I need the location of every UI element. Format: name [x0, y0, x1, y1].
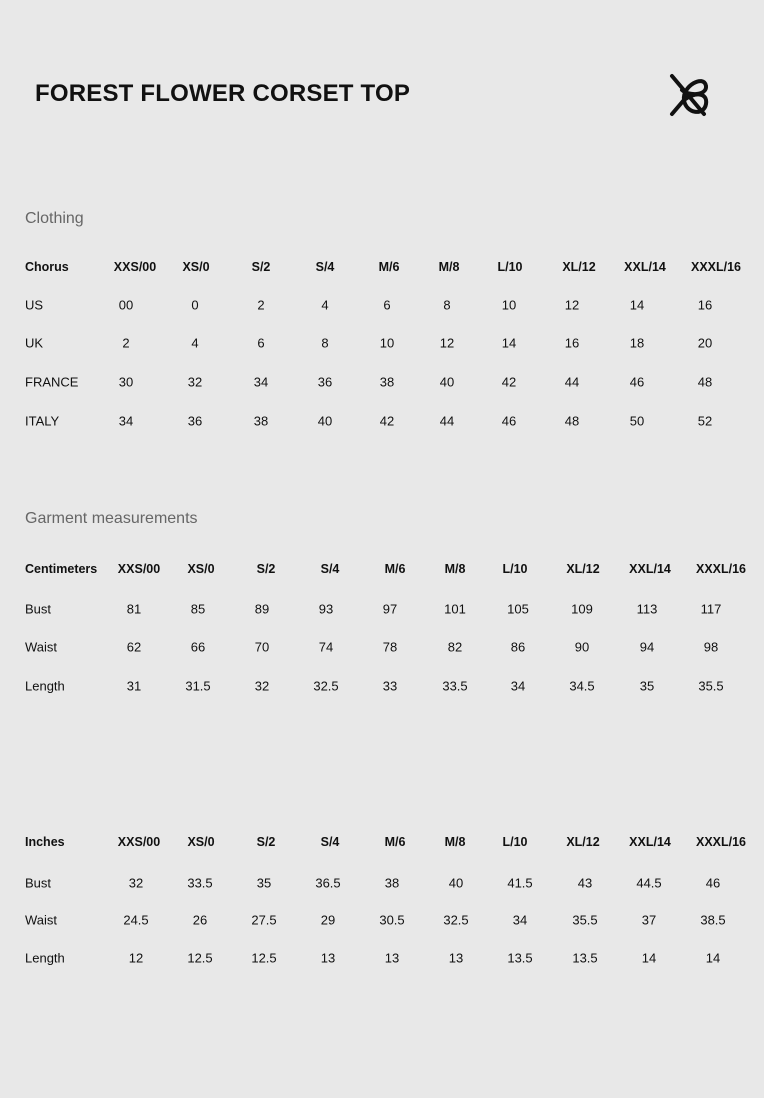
table-cell: 40	[317, 413, 333, 429]
row-label: US	[25, 297, 44, 313]
table-header-label: Inches	[25, 835, 65, 849]
table-header-label: Chorus	[25, 260, 69, 274]
table-cell: 74	[318, 639, 334, 655]
size-column-header: XS/0	[187, 835, 215, 849]
table-cell: 90	[574, 639, 590, 655]
table-cell: 113	[636, 601, 658, 617]
table-cell: 44.5	[636, 875, 662, 891]
table-cell: 41.5	[507, 875, 533, 891]
table-cell: 18	[629, 335, 645, 351]
table-cell: 43	[577, 875, 593, 891]
table-cell: 50	[629, 413, 645, 429]
table-cell: 33.5	[187, 875, 213, 891]
table-cell: 26	[192, 912, 208, 928]
table-cell: 33	[382, 678, 398, 694]
table-cell: 12	[564, 297, 580, 313]
size-column-header: XS/0	[182, 260, 210, 274]
table-cell: 13	[384, 950, 400, 966]
row-label: Length	[25, 678, 65, 694]
table-cell: 48	[564, 413, 580, 429]
table-cell: 35	[639, 678, 655, 694]
table-cell: 6	[257, 335, 265, 351]
table-cell: 46	[501, 413, 517, 429]
size-column-header: S/2	[256, 835, 276, 849]
size-column-header: XXS/00	[117, 562, 161, 576]
size-column-header: M/8	[444, 835, 466, 849]
table-header-label: Centimeters	[25, 562, 98, 576]
size-column-header: L/10	[502, 835, 528, 849]
clothing-section-title: Clothing	[25, 210, 84, 227]
table-cell: 85	[190, 601, 206, 617]
page-title: FOREST FLOWER CORSET TOP	[35, 80, 411, 107]
table-cell: 36.5	[315, 875, 341, 891]
table-cell: 10	[379, 335, 395, 351]
size-column-header: L/10	[502, 562, 528, 576]
size-column-header: XXL/14	[629, 835, 671, 849]
table-cell: 6	[383, 297, 391, 313]
size-column-header: S/2	[251, 260, 271, 274]
table-cell: 70	[254, 639, 270, 655]
table-cell: 33.5	[442, 678, 468, 694]
table-cell: 12.5	[251, 950, 277, 966]
size-column-header: M/6	[384, 562, 406, 576]
table-cell: 0	[191, 297, 199, 313]
table-cell: 31	[126, 678, 142, 694]
row-label: UK	[25, 335, 44, 351]
table-cell: 34	[512, 912, 528, 928]
size-column-header: XXXL/16	[690, 260, 742, 274]
size-column-header: M/6	[384, 835, 406, 849]
table-cell: 32	[254, 678, 270, 694]
table-cell: 82	[447, 639, 463, 655]
table-cell: 42	[379, 413, 395, 429]
brand-logo-icon	[664, 70, 712, 120]
table-cell: 14	[629, 297, 645, 313]
table-cell: 27.5	[251, 912, 277, 928]
table-cell: 20	[697, 335, 713, 351]
table-cell: 8	[321, 335, 329, 351]
table-cell: 40	[448, 875, 464, 891]
table-cell: 101	[444, 601, 466, 617]
table-cell: 10	[501, 297, 517, 313]
table-cell: 44	[564, 374, 580, 390]
table-cell: 48	[697, 374, 713, 390]
table-cell: 109	[571, 601, 593, 617]
table-cell: 98	[703, 639, 719, 655]
table-cell: 46	[629, 374, 645, 390]
table-cell: 117	[700, 601, 722, 617]
table-cell: 16	[697, 297, 713, 313]
table-cell: 94	[639, 639, 655, 655]
row-label: FRANCE	[25, 374, 79, 390]
size-column-header: XXS/00	[117, 835, 161, 849]
table-cell: 32	[187, 374, 203, 390]
row-label: Length	[25, 950, 65, 966]
table-cell: 62	[126, 639, 142, 655]
table-cell: 29	[320, 912, 336, 928]
table-cell: 14	[641, 950, 657, 966]
size-column-header: XXL/14	[629, 562, 671, 576]
table-cell: 34	[253, 374, 269, 390]
size-column-header: XL/12	[566, 835, 600, 849]
table-cell: 105	[507, 601, 529, 617]
table-cell: 31.5	[185, 678, 211, 694]
table-cell: 37	[641, 912, 657, 928]
size-column-header: S/4	[315, 260, 335, 274]
table-cell: 35.5	[572, 912, 598, 928]
table-cell: 14	[501, 335, 517, 351]
table-cell: 44	[439, 413, 455, 429]
table-cell: 93	[318, 601, 334, 617]
size-column-header: XS/0	[187, 562, 215, 576]
table-cell: 34.5	[569, 678, 595, 694]
table-cell: 38	[379, 374, 395, 390]
table-cell: 52	[697, 413, 713, 429]
row-label: Waist	[25, 639, 58, 655]
table-cell: 16	[564, 335, 580, 351]
table-cell: 89	[254, 601, 270, 617]
size-column-header: M/8	[438, 260, 460, 274]
table-cell: 66	[190, 639, 206, 655]
row-label: ITALY	[25, 413, 60, 429]
table-cell: 34	[118, 413, 134, 429]
table-cell: 00	[118, 297, 134, 313]
table-cell: 38.5	[700, 912, 726, 928]
size-column-header: S/4	[320, 562, 340, 576]
table-cell: 8	[443, 297, 451, 313]
table-cell: 13.5	[507, 950, 533, 966]
garment-section-title: Garment measurements	[25, 510, 198, 527]
table-cell: 42	[501, 374, 517, 390]
size-column-header: S/2	[256, 562, 276, 576]
size-column-header: XL/12	[566, 562, 600, 576]
table-cell: 40	[439, 374, 455, 390]
table-cell: 4	[321, 297, 329, 313]
table-cell: 13.5	[572, 950, 598, 966]
table-cell: 30.5	[379, 912, 405, 928]
table-cell: 35	[256, 875, 272, 891]
table-cell: 30	[118, 374, 134, 390]
table-cell: 12	[128, 950, 144, 966]
size-column-header: S/4	[320, 835, 340, 849]
size-column-header: L/10	[497, 260, 523, 274]
size-column-header: M/6	[378, 260, 400, 274]
size-column-header: XXXL/16	[695, 835, 747, 849]
table-cell: 97	[382, 601, 398, 617]
table-cell: 86	[510, 639, 526, 655]
row-label: Bust	[25, 875, 52, 891]
table-cell: 32.5	[443, 912, 469, 928]
table-cell: 24.5	[123, 912, 149, 928]
table-cell: 46	[705, 875, 721, 891]
table-cell: 34	[510, 678, 526, 694]
table-cell: 12	[439, 335, 455, 351]
size-column-header: M/8	[444, 562, 466, 576]
table-cell: 14	[705, 950, 721, 966]
size-column-header: XXXL/16	[695, 562, 747, 576]
table-cell: 12.5	[187, 950, 213, 966]
table-cell: 4	[191, 335, 199, 351]
table-cell: 13	[448, 950, 464, 966]
table-cell: 38	[253, 413, 269, 429]
table-cell: 32.5	[313, 678, 339, 694]
table-cell: 81	[126, 601, 142, 617]
table-cell: 35.5	[698, 678, 724, 694]
table-cell: 38	[384, 875, 400, 891]
size-column-header: XXL/14	[624, 260, 666, 274]
table-cell: 78	[382, 639, 398, 655]
table-cell: 13	[320, 950, 336, 966]
table-cell: 2	[257, 297, 265, 313]
table-cell: 36	[187, 413, 203, 429]
size-column-header: XL/12	[562, 260, 596, 274]
table-cell: 36	[317, 374, 333, 390]
size-column-header: XXS/00	[113, 260, 157, 274]
table-cell: 2	[122, 335, 130, 351]
table-cell: 32	[128, 875, 144, 891]
row-label: Bust	[25, 601, 52, 617]
row-label: Waist	[25, 912, 58, 928]
